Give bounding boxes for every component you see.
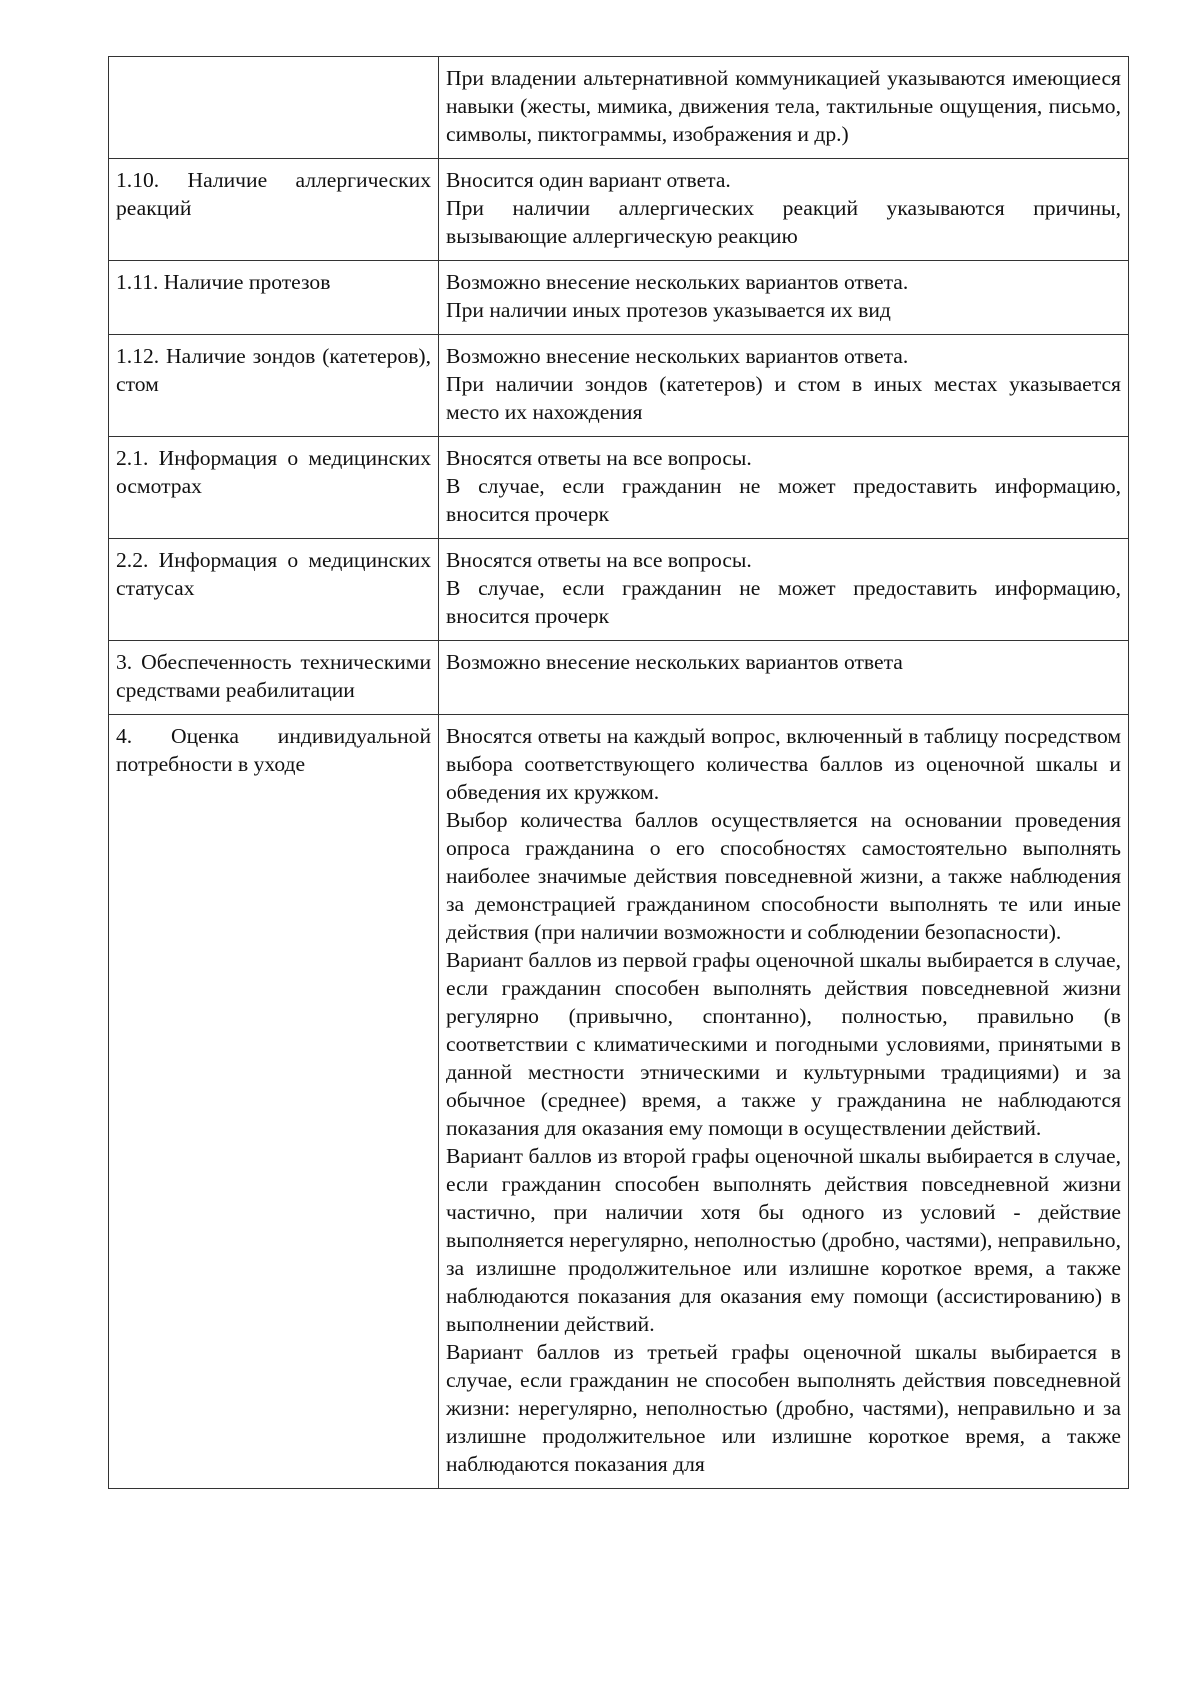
instruction-text: Вносятся ответы на все вопросы. [446, 446, 752, 470]
instruction-text: При наличии иных протезов указывается их вид [446, 298, 891, 322]
instructions-cell [439, 159, 1129, 261]
instruction-text: В случае, если гражданин не может предоставить информацию, вносится прочерк [446, 474, 1121, 526]
instructions-cell [439, 715, 1129, 1489]
table-row [109, 57, 1129, 159]
instructions-cell [439, 437, 1129, 539]
instruction-text: Выбор количества баллов осуществляется на основании проведения опроса гражданина о его способностях самостоятельно выполнять наиболее значимые действия повседневной жизни, а также наблюдения за демонстрацией гражданином способности выполнять те или иные действия (при наличии возможности и соблюдении безопасности). [446, 808, 1121, 944]
section-cell: 2.1. Информация о медицинских осмотрах [109, 437, 439, 539]
instruction-text: Вариант баллов из первой графы оценочной шкалы выбирается в случае, если гражданин способен выполнять действия повседневной жизни регулярно (привычно, спонтанно), полностью, правильно (в соответствии с климатическими и погодными условиями, принятыми в данной местности этническими и культурными традициями) и за обычное (среднее) время, а также у гражданина не наблюдаются показания для оказания ему помощи в осуществлении действий. [446, 948, 1121, 1140]
instruction-text: При наличии аллергических реакций указываются причины, вызывающие аллергическую реакцию [446, 196, 1121, 248]
instruction-text: Вносятся ответы на каждый вопрос, включенный в таблицу посредством выбора соответствующего количества баллов из оценочной шкалы и обведения их кружком. [446, 724, 1121, 804]
instruction-text: Возможно внесение нескольких вариантов ответа. [446, 344, 909, 368]
section-cell: 1.10. Наличие аллергических реакций [109, 159, 439, 261]
instructions-cell [439, 641, 1129, 715]
section-cell: 1.11. Наличие протезов [109, 261, 439, 335]
table-row [109, 335, 1129, 437]
section-cell: 4. Оценка индивидуальной потребности в уходе [109, 715, 439, 1489]
instructions-cell [439, 539, 1129, 641]
instruction-text: При владении альтернативной коммуникацией указываются имеющиеся навыки (жесты, мимика, движения тела, тактильные ощущения, письмо, символы, пиктограммы, изображения и др.) [446, 66, 1121, 146]
section-cell: 2.2. Информация о медицинских статусах [109, 539, 439, 641]
instruction-text: Вариант баллов из третьей графы оценочной шкалы выбирается в случае, если гражданин не способен выполнять действия повседневной жизни: нерегулярно, неполностью (дробно, частями), неправильно и за излишне продолжительное или излишне короткое время, а также наблюдаются показания для [446, 1340, 1121, 1476]
table-row [109, 437, 1129, 539]
instruction-text: Возможно внесение нескольких вариантов ответа [446, 650, 903, 674]
table-row [109, 159, 1129, 261]
table-row [109, 539, 1129, 641]
instructions-cell [439, 335, 1129, 437]
instruction-text: Возможно внесение нескольких вариантов ответа. [446, 270, 909, 294]
instructions-cell [439, 261, 1129, 335]
table-row [109, 261, 1129, 335]
instruction-text: Вносится один вариант ответа. [446, 168, 731, 192]
table-row [109, 641, 1129, 715]
table-row [109, 715, 1129, 1489]
instruction-text: В случае, если гражданин не может предоставить информацию, вносится прочерк [446, 576, 1121, 628]
instructions-cell [439, 57, 1129, 159]
section-cell [109, 57, 439, 159]
instruction-text: Вносятся ответы на все вопросы. [446, 548, 752, 572]
section-cell: 1.12. Наличие зондов (катетеров), стом [109, 335, 439, 437]
instruction-text: При наличии зондов (катетеров) и стом в иных местах указывается место их нахождения [446, 372, 1121, 424]
section-cell: 3. Обеспеченность техническими средствами реабилитации [109, 641, 439, 715]
instruction-text: Вариант баллов из второй графы оценочной шкалы выбирается в случае, если гражданин способен выполнять действия повседневной жизни частично, при наличии хотя бы одного из условий - действие выполняется нерегулярно, неполностью (дробно, частями), неправильно, за излишне продолжительное или излишне короткое время, а также наблюдаются показания для оказания ему помощи (ассистированию) в выполнении действий. [446, 1144, 1121, 1336]
instructions-table [108, 56, 1129, 1489]
